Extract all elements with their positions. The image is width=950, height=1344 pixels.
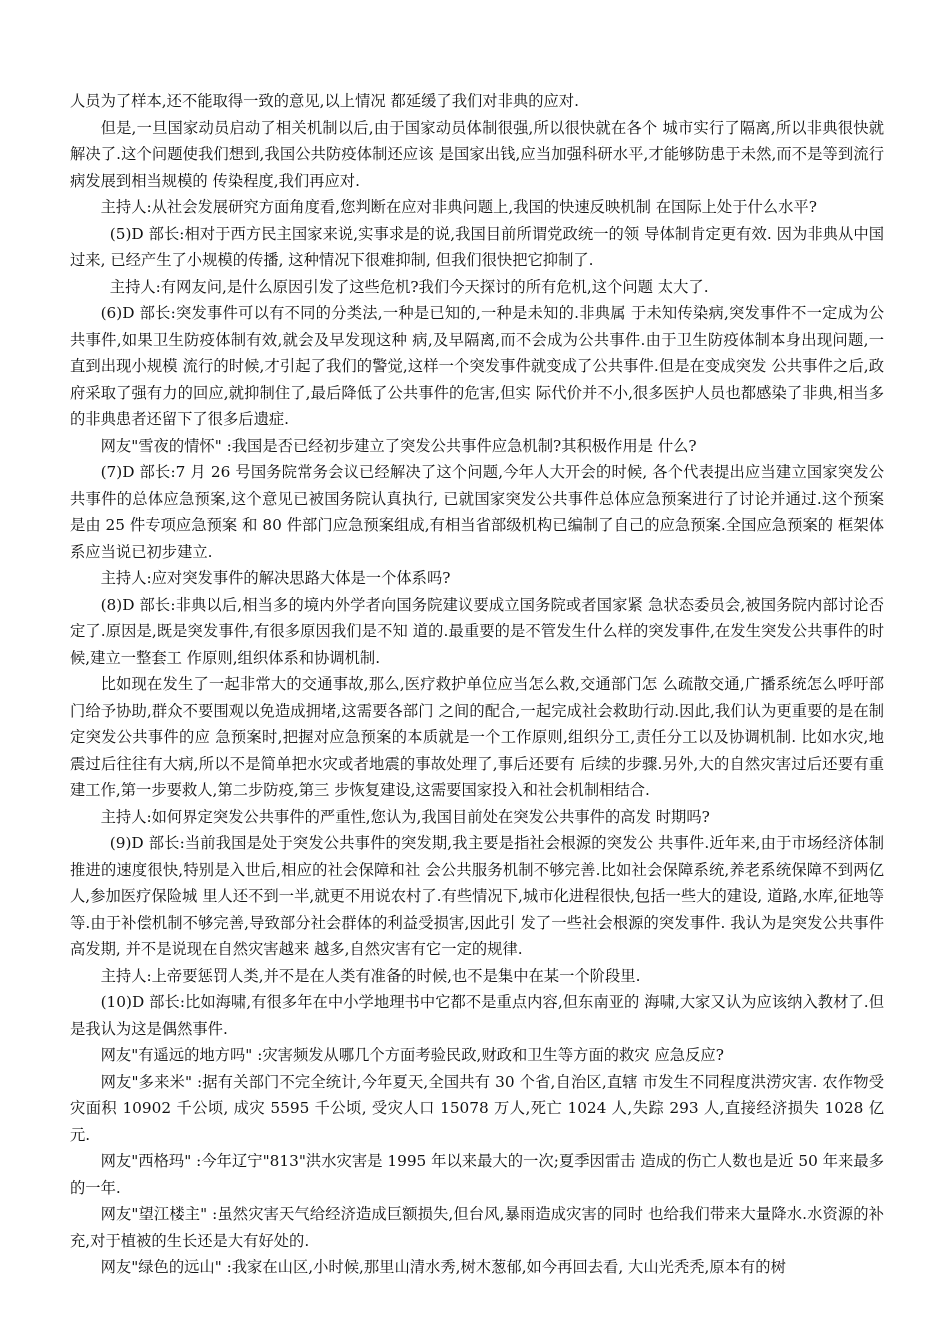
paragraph: 主持人:应对突发事件的解决思路大体是一个体系吗?: [100, 569, 451, 587]
paragraph: 比如现在发生了一起非常大的交通事故,那么,医疗救护单位应当怎么救,交通部门怎 么疏散交通,广播系统怎么呼吁部门给予协助,群众不要围观以免造成拥堵,这需要各部门 之间的配合,一起完成社会救助行动.因此,我们认为更重要的是在制定突发公共事件的应 急预案时,把握对应急预案的本质就是一个工作原则,组织分工,责任分工以及协调机制. 比如水灾,地震过后往往有大病,所以不是简单把水灾或者地震的事故处理了,事后还要有 后续的步骤.另外,大的自然灾害过后还要有重建工作,第一步要救人,第二步防疫,第三 步恢复建设,这需要国家投入和社会机制相结合.: [70, 675, 884, 799]
document-body: [70, 88, 884, 1281]
paragraph: 网友"望江楼主" :虽然灾害天气给经济造成巨额损失,但台风,暴雨造成灾害的同时 也给我们带来大量降水.水资源的补充,对于植被的生长还是大有好处的.: [70, 1205, 884, 1250]
paragraph: 主持人:从社会发展研究方面角度看,您判断在应对非典问题上,我国的快速反映机制 在国际上处于什么水平?: [100, 198, 817, 216]
paragraph: 主持人:如何界定突发公共事件的严重性,您认为,我国目前处在突发公共事件的高发 时期吗?: [100, 807, 710, 826]
paragraph: 但是,一旦国家动员启动了相关机制以后,由于国家动员体制很强,所以很快就在各个 城市实行了隔离,所以非典很快就解决了.这个问题使我们想到,我国公共防疫体制还应该 是国家出钱,应当加强科研水平,才能够防患于未然,而不是等到流行病发展到相当规模的 传染程度,我们再应对.: [70, 118, 884, 190]
paragraph: 网友"有遥远的地方吗" :灾害频发从哪几个方面考验民政,财政和卫生等方面的救灾 应急反应?: [100, 1046, 724, 1064]
paragraph: 主持人:有网友问,是什么原因引发了这些危机?我们今天探讨的所有危机,这个问题 太大了.: [109, 277, 709, 296]
paragraph: 网友"多来米" :据有关部门不完全统计,今年夏天,全国共有 30 个省,自治区,直辖 市发生不同程度洪涝灾害. 农作物受灾面积 10902 千公顷, 成灾 5595 千公顷, 受灾人口 15078 万人,死亡 1024 人,失踪 293 人,直接经济损失 1028 亿元.: [70, 1072, 884, 1144]
paragraph: 人员为了样本,还不能取得一致的意见,以上情况 都延缓了我们对非典的应对.: [70, 92, 579, 110]
paragraph: 网友"绿色的远山" :我家在山区,小时候,那里山清水秀,树木葱郁,如今再回去看, 大山光秃秃,原本有的树: [100, 1258, 786, 1276]
paragraph: (9)D 部长:当前我国是处于突发公共事件的突发期,我主要是指社会根源的突发公 共事件.近年来,由于市场经济体制推进的速度很快,特别是入世后,相应的社会保障和社 会公共服务机制不够完善.比如社会保障系统,养老系统保障不到两亿人,参加医疗保险城 里人还不到一半,就更不用说农村了.有些情况下,城市化进程很快,包括一些大的建设, 道路,水库,征地等等.由于补偿机制不够完善,导致部分社会群体的利益受损害,因此引 发了一些社会根源的突发事件. 我认为是突发公共事件高发期, 并不是说现在自然灾害越来 越多,自然灾害有它一定的规律.: [70, 834, 884, 958]
paragraph: (10)D 部长:比如海啸,有很多年在中小学地理书中它都不是重点内容,但东南亚的 海啸,大家又认为应该纳入教材了.但是我认为这是偶然事件.: [70, 993, 884, 1038]
paragraph: 网友"西格玛" :今年辽宁"813"洪水灾害是 1995 年以来最大的一次;夏季因雷击 造成的伤亡人数也是近 50 年来最多的一年.: [70, 1152, 884, 1197]
paragraph: (6)D 部长:突发事件可以有不同的分类法,一种是已知的,一种是未知的.非典属 于未知传染病,突发事件不一定成为公共事件,如果卫生防疫体制有效,就会及早发现这种 病,及早隔离,而不会成为公共事件.由于卫生防疫体制本身出现问题,一直到出现小规模 流行的时候,才引起了我们的警觉,这样一个突发事件就变成了公共事件.但是在变成突发 公共事件之后,政府采取了强有力的回应,就抑制住了,最后降低了公共事件的危害,但实 际代价并不小,很多医护人员也都感染了非典,相当多的非典患者还留下了很多后遗症.: [70, 304, 884, 428]
paragraph: (5)D 部长:相对于西方民主国家来说,实事求是的说,我国目前所谓党政统一的领 导体制肯定更有效. 因为非典从中国过来, 已经产生了小规模的传播, 这种情况下很难抑制, 但我们很快把它抑制了.: [70, 224, 884, 269]
paragraph: 网友"雪夜的情怀" :我国是否已经初步建立了突发公共事件应急机制?其积极作用是 什么?: [100, 436, 697, 455]
paragraph: (7)D 部长:7 月 26 号国务院常务会议已经解决了这个问题,今年人大开会的时候, 各个代表提出应当建立国家突发公共事件的总体应急预案,这个意见已被国务院认真执行, 已就国家突发公共事件总体应急预案进行了讨论并通过.这个预案是由 25 件专项应急预案 和 80 件部门应急预案组成,有相当省部级机构已编制了自己的应急预案.全国应急预案的 框架体系应当说已初步建立.: [70, 463, 884, 561]
paragraph: 主持人:上帝要惩罚人类,并不是在人类有准备的时候,也不是集中在某一个阶段里.: [100, 966, 641, 985]
paragraph: (8)D 部长:非典以后,相当多的境内外学者向国务院建议要成立国务院或者国家紧 急状态委员会,被国务院内部讨论否定了.原因是,既是突发事件,有很多原因我们是不知 道的.最重要的是不管发生什么样的突发事件,在发生突发公共事件的时候,建立一整套工 作原则,组织体系和协调机制.: [70, 595, 884, 667]
